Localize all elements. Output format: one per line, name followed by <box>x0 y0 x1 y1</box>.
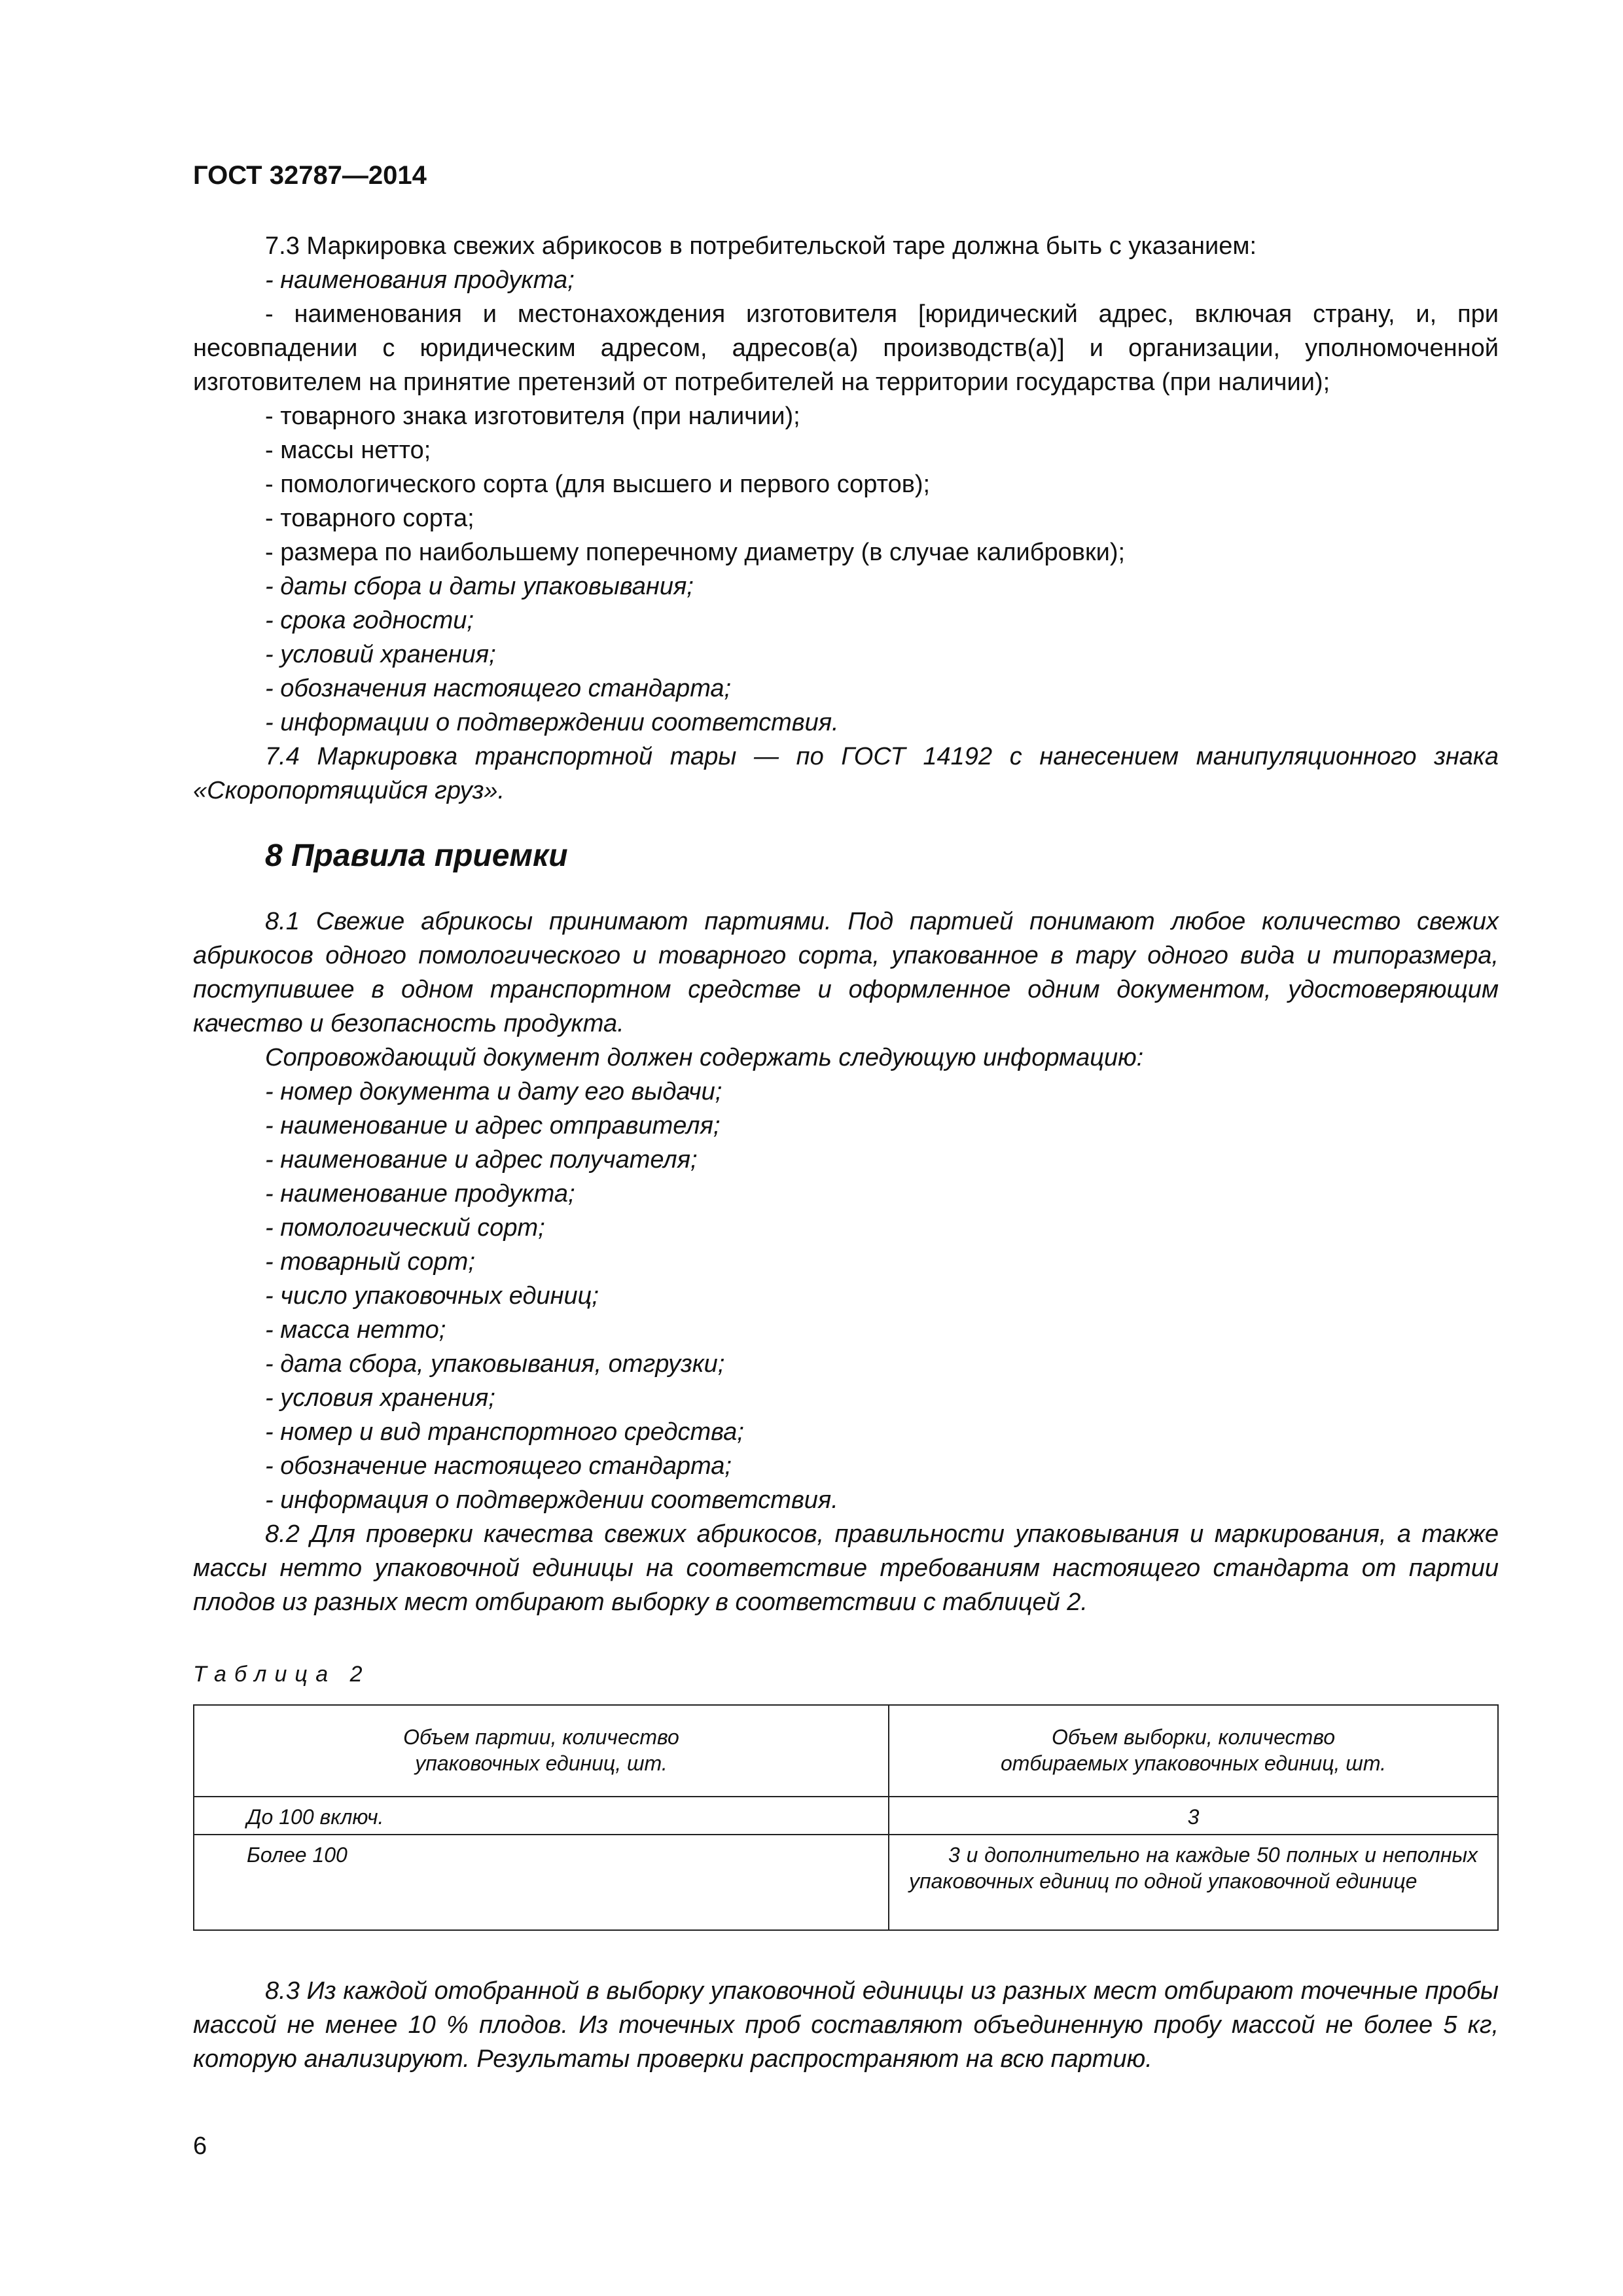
list-item: - информация о подтверждении соответствия. <box>265 1486 838 1514</box>
table-header-lot-volume <box>194 1705 889 1797</box>
header-line: Объем выборки, количество <box>1052 1725 1335 1749</box>
accompanying-doc-intro: Сопровождающий документ должен содержать следующую информацию: <box>265 1044 1144 1071</box>
section-8-heading: 8 Правила приемки <box>265 838 568 873</box>
list-item: - условий хранения; <box>265 641 496 668</box>
list-item: - товарного сорта; <box>265 505 474 532</box>
list-item: - массы нетто; <box>265 437 431 464</box>
list-item: - информации о подтверждении соответствия. <box>265 709 839 736</box>
list-item: - товарного знака изготовителя (при наличии); <box>265 403 800 430</box>
list-item: - число упаковочных единиц; <box>265 1282 599 1310</box>
list-item: - наименование и адрес отправителя; <box>265 1112 721 1139</box>
header-line: Объем партии, количество <box>403 1725 679 1749</box>
section-8-1-text: 8.1 Свежие абрикосы принимают партиями. Под партией понимают любое количество свежих абрикосов одного помологического и товарного сорта, упакованное в тару одного вида и типоразмера, поступившее в одном транспортном средстве и оформленное одним документом, удостоверяющим качество и безопасность продукта. <box>193 908 1499 1037</box>
table-cell-lot: Более 100 <box>194 1835 889 1930</box>
sampling-table <box>193 1704 1499 1931</box>
list-item: - помологического сорта (для высшего и первого сортов); <box>265 471 931 498</box>
list-item: - срока годности; <box>265 607 474 634</box>
list-item: - обозначение настоящего стандарта; <box>265 1452 732 1480</box>
list-item: - наименование и адрес получателя; <box>265 1146 698 1174</box>
table-cell-sample: 3 <box>889 1797 1498 1835</box>
list-item: - условия хранения; <box>265 1384 495 1412</box>
document-body <box>193 229 1499 2076</box>
table-header-row <box>194 1705 1498 1797</box>
page-number: 6 <box>193 2132 207 2160</box>
header-line: упаковочных единиц, шт. <box>415 1751 668 1775</box>
list-item: - наименования и местонахождения изготовителя [юридический адрес, включая страну, и, при несовпадении с юридическим адресом, адресов(а) производств(а)] и организации, уполномоченной изготовителем на принятие претензий от потребителей на территории государства (при наличии); <box>193 300 1499 396</box>
standard-header: ГОСТ 32787—2014 <box>193 161 427 190</box>
table-row <box>194 1835 1498 1930</box>
list-item: - даты сбора и даты упаковывания; <box>265 573 694 600</box>
list-item: - номер и вид транспортного средства; <box>265 1418 744 1446</box>
list-item: - номер документа и дату его выдачи; <box>265 1078 722 1105</box>
table-cell-lot: До 100 включ. <box>194 1797 889 1835</box>
list-item: - масса нетто; <box>265 1316 446 1344</box>
section-7-3-intro: 7.3 Маркировка свежих абрикосов в потребительской таре должна быть с указанием: <box>265 232 1257 260</box>
list-item: - помологический сорт; <box>265 1214 545 1242</box>
section-8-3-text: 8.3 Из каждой отобранной в выборку упаковочной единицы из разных мест отбирают точечные пробы массой не менее 10 % плодов. Из точечных проб составляют объединенную пробу массой не более 5 кг, которую анализируют. Результаты проверки распространяют на всю партию. <box>193 1977 1499 2073</box>
list-item: - наименования продукта; <box>265 266 575 294</box>
section-7-4-text: 7.4 Маркировка транспортной тары — по ГОСТ 14192 с нанесением манипуляционного знака «Скоропортящийся груз». <box>193 743 1499 804</box>
list-item: - размера по наибольшему поперечному диаметру (в случае калибровки); <box>265 539 1126 566</box>
section-8-2-text: 8.2 Для проверки качества свежих абрикосов, правильности упаковывания и маркирования, а также массы нетто упаковочной единицы на соответствие требованиям настоящего стандарта от партии плодов из разных мест отбирают выборку в соответствии с таблицей 2. <box>193 1520 1499 1616</box>
list-item: - наименование продукта; <box>265 1180 575 1208</box>
list-item: - товарный сорт; <box>265 1248 475 1276</box>
list-item: - обозначения настоящего стандарта; <box>265 675 732 702</box>
list-item: - дата сбора, упаковывания, отгрузки; <box>265 1350 725 1378</box>
table-row <box>194 1797 1498 1835</box>
header-line: отбираемых упаковочных единиц, шт. <box>1000 1751 1387 1775</box>
table-cell-sample: 3 и дополнительно на каждые 50 полных и неполных упаковочных единиц по одной упаковочной единице <box>889 1835 1498 1930</box>
table-caption: Таблица 2 <box>193 1662 370 1687</box>
table-header-sample-volume <box>889 1705 1498 1797</box>
